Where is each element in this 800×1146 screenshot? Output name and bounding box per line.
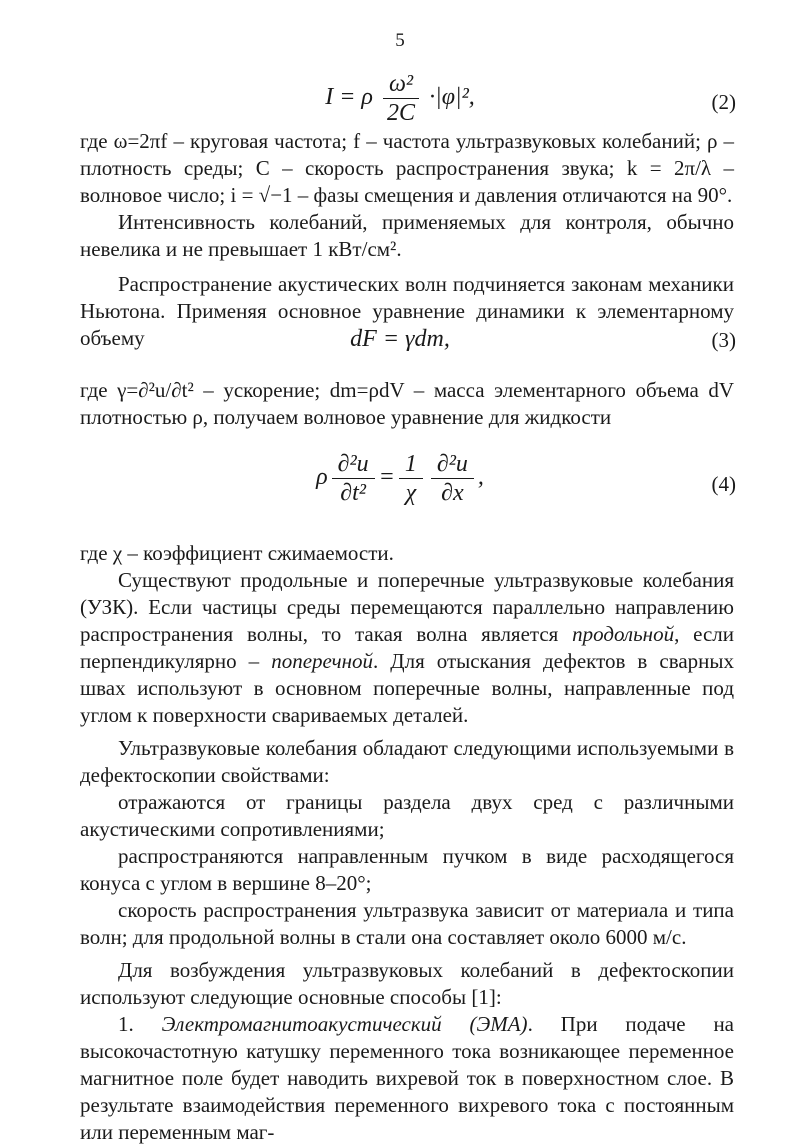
paragraph-intensity: Интенсивность колебаний, применяемых для контроля, обычно невелика и не превышает 1 кВт/см². (80, 210, 734, 261)
formula-3-number: (3) (711, 328, 736, 352)
ema-title: Электромагнитоакустический (ЭМА) (161, 1012, 528, 1036)
formula-2-number: (2) (711, 90, 736, 114)
page-number: 5 (395, 30, 405, 51)
formula-4-num-3: ∂²u (431, 450, 474, 479)
formula-4-number: (4) (711, 472, 736, 496)
ema-text: . При подаче на высокочастотную катушку переменного тока возникающее переменное магнитное поле будет наводить вихревой ток в поверхностном слое. В результате взаимодействия переменного вихревого тока с постоянным или переменным маг- (80, 1012, 735, 1144)
paragraph-property-reflection: отражаются от границы раздела двух сред с различными акустическими сопротивлениями; (80, 790, 734, 841)
paragraph-methods: Для возбуждения ультразвуковых колебаний в дефектоскопии используют следующие основные способы [1]: (80, 958, 734, 1009)
paragraph-acceleration: где γ=∂²u/∂t² – ускорение; dm=ρdV – масса элементарного объема dV плотностью ρ, получаем волновое уравнение для жидкости (80, 378, 734, 429)
paragraph-ema (80, 1011, 734, 1146)
wave-types-part-2: , если перпендикулярно – (80, 622, 734, 673)
formula-4-num-1: ∂²u (332, 450, 375, 479)
formula-2-rest: ·|φ|², (429, 84, 475, 111)
formula-2-numerator: ω² (383, 70, 419, 99)
paragraph-definitions: где ω=2πf – круговая частота; f – частота ультразвуковых колебаний; ρ – плотность среды; C – скорость распространения звука; k = 2π/λ – волновое число; i = √−1 – фазы смещения и давления отличаются на 90°. (80, 129, 734, 207)
paragraph-property-cone: распространяются направленным пучком в виде расходящегося конуса с углом в вершине 8–20°; (80, 844, 734, 895)
formula-4-num-2: 1 (399, 450, 423, 479)
wave-types-transverse: поперечной (271, 649, 374, 673)
ema-number: 1. (118, 1012, 162, 1036)
formula-2-fraction (383, 70, 419, 127)
wave-types-part-3: . Для отыскания дефектов в сварных швах используют в основном поперечные волны, направленные под углом к поверхности свариваемых деталей. (80, 649, 734, 727)
formula-4-den-1: ∂t² (340, 480, 366, 506)
wave-types-part-1: Существуют продольные и поперечные ультразвуковые колебания (УЗК). Если частицы среды перемещаются параллельно направлению распространения волны, то такая волна является (80, 568, 734, 646)
text-block-3 (80, 540, 734, 1146)
formula-4-fraction-3 (431, 450, 474, 507)
formula-4-equals: = (378, 464, 395, 491)
formula-4-den-2: χ (405, 480, 417, 506)
formula-3-expr: dF = γdm, (350, 326, 450, 352)
formula-4-fraction-2 (399, 450, 423, 507)
paragraph-newton: Распространение акустических волн подчиняется законам механики Ньютона. Применяя основное уравнение динамики к элементарному объему (80, 272, 734, 350)
formula-3 (0, 326, 800, 353)
wave-types-longitudinal: продольной (572, 622, 675, 646)
paragraph-property-speed: скорость распространения ультразвука зависит от материала и типа волн; для продольной волны в стали она составляет около 6000 м/с. (80, 898, 734, 949)
paragraph-properties: Ультразвуковые колебания обладают следующими используемыми в дефектоскопии свойствами: (80, 736, 734, 787)
formula-2-lhs: I = ρ (325, 84, 373, 111)
formula-4 (0, 450, 800, 507)
text-block-1 (80, 128, 734, 352)
formula-2-denominator: 2C (387, 100, 416, 126)
formula-4-tail: , (477, 464, 484, 491)
formula-4-fraction-1 (332, 450, 375, 507)
formula-2 (0, 70, 800, 127)
paragraph-compressibility: где χ – коэффициент сжимаемости. (80, 541, 394, 565)
paragraph-wave-types (80, 567, 734, 729)
formula-4-den-3: ∂x (441, 480, 464, 506)
formula-4-lhs: ρ (316, 464, 328, 491)
text-block-2 (80, 377, 734, 431)
